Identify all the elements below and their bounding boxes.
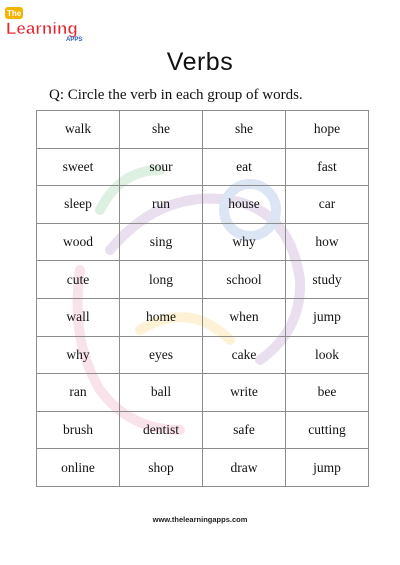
word-cell[interactable]: look — [286, 336, 369, 374]
word-cell[interactable]: house — [203, 186, 286, 224]
word-cell[interactable]: when — [203, 298, 286, 336]
word-cell[interactable]: why — [37, 336, 120, 374]
word-cell[interactable]: jump — [286, 449, 369, 487]
word-cell[interactable]: online — [37, 449, 120, 487]
word-cell[interactable]: sing — [120, 223, 203, 261]
word-cell[interactable]: she — [203, 111, 286, 149]
word-cell[interactable]: jump — [286, 298, 369, 336]
word-cell[interactable]: school — [203, 261, 286, 299]
word-cell[interactable]: wood — [37, 223, 120, 261]
table-row — [37, 449, 369, 487]
word-cell[interactable]: sweet — [37, 148, 120, 186]
table-row — [37, 411, 369, 449]
table-row — [37, 111, 369, 149]
word-cell[interactable]: ball — [120, 374, 203, 412]
question-text: Q: Circle the verb in each group of words. — [49, 87, 303, 103]
word-cell[interactable]: hope — [286, 111, 369, 149]
table-row — [37, 223, 369, 261]
word-cell[interactable]: cutting — [286, 411, 369, 449]
word-cell[interactable]: write — [203, 374, 286, 412]
word-cell[interactable]: dentist — [120, 411, 203, 449]
logo-graphic — [4, 6, 98, 42]
word-cell[interactable]: why — [203, 223, 286, 261]
table-row — [37, 298, 369, 336]
word-cell[interactable]: brush — [37, 411, 120, 449]
word-cell[interactable]: sour — [120, 148, 203, 186]
table-row — [37, 186, 369, 224]
table-row — [37, 374, 369, 412]
word-cell[interactable]: home — [120, 298, 203, 336]
footer-url: www.thelearningapps.com — [152, 515, 248, 524]
word-cell[interactable]: eat — [203, 148, 286, 186]
word-cell[interactable]: cake — [203, 336, 286, 374]
word-cell[interactable]: eyes — [120, 336, 203, 374]
logo-top-text: The — [7, 9, 22, 18]
verb-grid — [36, 110, 369, 487]
table-row — [37, 261, 369, 299]
word-cell[interactable]: shop — [120, 449, 203, 487]
word-cell[interactable]: how — [286, 223, 369, 261]
word-cell[interactable]: walk — [37, 111, 120, 149]
word-cell[interactable]: ran — [37, 374, 120, 412]
word-cell[interactable]: she — [120, 111, 203, 149]
logo-sub-text: APPS — [66, 37, 83, 42]
learning-apps-logo — [4, 6, 98, 42]
table-row — [37, 336, 369, 374]
word-cell[interactable]: run — [120, 186, 203, 224]
word-cell[interactable]: study — [286, 261, 369, 299]
logo-main-text: Learning — [6, 19, 78, 38]
word-cell[interactable]: safe — [203, 411, 286, 449]
word-cell[interactable]: wall — [37, 298, 120, 336]
page-title: Verbs — [166, 48, 234, 76]
word-cell[interactable]: draw — [203, 449, 286, 487]
word-cell[interactable]: bee — [286, 374, 369, 412]
word-cell[interactable]: fast — [286, 148, 369, 186]
table-row — [37, 148, 369, 186]
word-cell[interactable]: cute — [37, 261, 120, 299]
word-cell[interactable]: sleep — [37, 186, 120, 224]
word-cell[interactable]: long — [120, 261, 203, 299]
word-cell[interactable]: car — [286, 186, 369, 224]
